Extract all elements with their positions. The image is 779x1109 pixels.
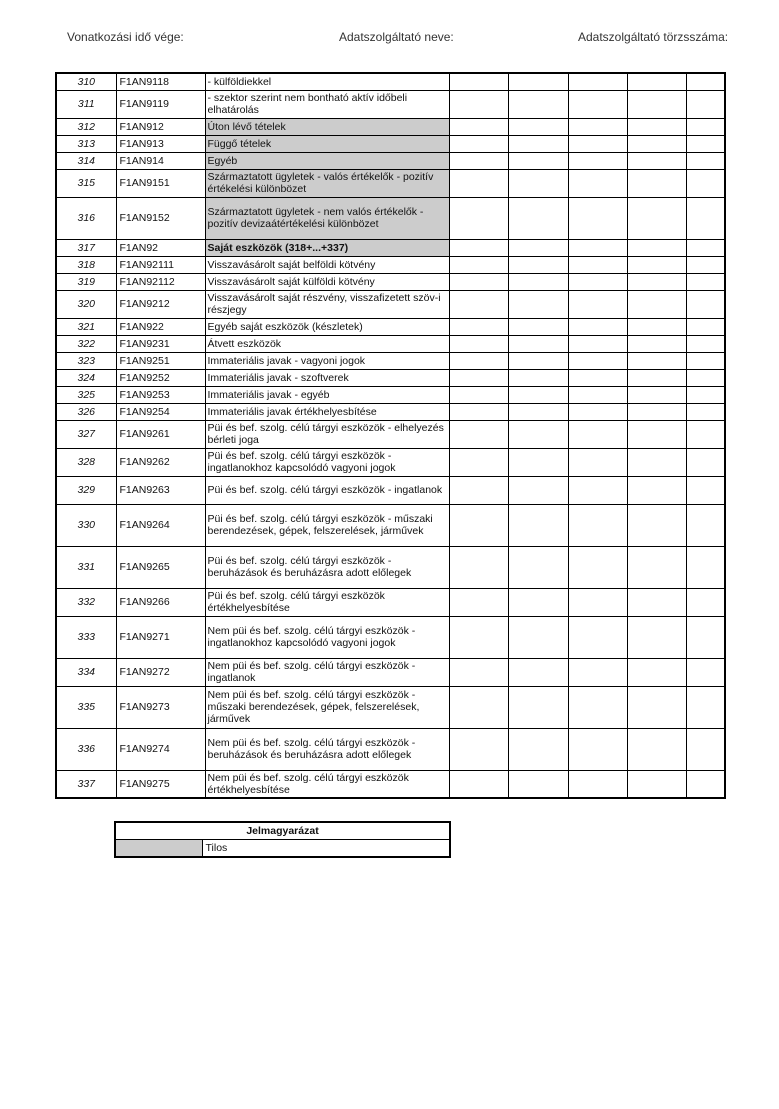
row-number: 328 — [56, 448, 116, 476]
value-cell[interactable] — [686, 728, 725, 770]
value-cell[interactable] — [449, 420, 508, 448]
value-cell[interactable] — [449, 546, 508, 588]
row-number: 329 — [56, 476, 116, 504]
row-number: 311 — [56, 90, 116, 118]
value-cell[interactable] — [627, 152, 686, 169]
value-cell[interactable] — [568, 335, 627, 352]
row-code: F1AN9231 — [116, 335, 205, 352]
value-cell[interactable] — [508, 152, 568, 169]
row-number: 327 — [56, 420, 116, 448]
value-cell[interactable] — [568, 169, 627, 197]
legend-title: Jelmagyarázat — [115, 822, 450, 840]
value-cell[interactable] — [508, 352, 568, 369]
value-cell[interactable] — [568, 504, 627, 546]
row-code: F1AN92112 — [116, 273, 205, 290]
value-cell[interactable] — [449, 352, 508, 369]
value-cell[interactable] — [686, 197, 725, 239]
value-cell[interactable] — [449, 386, 508, 403]
value-cell[interactable] — [449, 369, 508, 386]
value-cell[interactable] — [449, 273, 508, 290]
row-number: 321 — [56, 318, 116, 335]
row-code: F1AN9253 — [116, 386, 205, 403]
row-description: Visszavásárolt saját külföldi kötvény — [205, 273, 449, 290]
value-cell[interactable] — [508, 546, 568, 588]
value-cell[interactable] — [686, 770, 725, 798]
value-cell[interactable] — [686, 686, 725, 728]
table-row — [56, 728, 725, 770]
provider-name-label: Adatszolgáltató neve: — [339, 30, 454, 44]
value-cell[interactable] — [686, 448, 725, 476]
value-cell[interactable] — [508, 588, 568, 616]
table-row — [56, 616, 725, 658]
row-code: F1AN9264 — [116, 504, 205, 546]
value-cell[interactable] — [627, 256, 686, 273]
provider-id-label: Adatszolgáltató törzsszáma: — [578, 30, 729, 44]
row-code: F1AN9152 — [116, 197, 205, 239]
row-description: Nem püi és bef. szolg. célú tárgyi eszközök - ingatlanok — [205, 658, 449, 686]
value-cell[interactable] — [686, 546, 725, 588]
value-cell[interactable] — [568, 616, 627, 658]
table-row — [56, 770, 725, 798]
value-cell[interactable] — [627, 290, 686, 318]
value-cell[interactable] — [508, 728, 568, 770]
row-number: 310 — [56, 73, 116, 90]
value-cell[interactable] — [686, 386, 725, 403]
value-cell[interactable] — [508, 273, 568, 290]
table-row — [56, 290, 725, 318]
table-row — [56, 152, 725, 169]
row-code: F1AN9212 — [116, 290, 205, 318]
value-cell[interactable] — [627, 369, 686, 386]
row-code: F1AN9119 — [116, 90, 205, 118]
table-row — [56, 686, 725, 728]
table-row — [56, 403, 725, 420]
value-cell[interactable] — [508, 420, 568, 448]
value-cell[interactable] — [627, 588, 686, 616]
value-cell[interactable] — [508, 239, 568, 256]
row-code: F1AN9263 — [116, 476, 205, 504]
value-cell[interactable] — [568, 386, 627, 403]
value-cell[interactable] — [568, 420, 627, 448]
value-cell[interactable] — [627, 403, 686, 420]
row-description: Püi és bef. szolg. célú tárgyi eszközök - műszaki berendezések, gépek, felszerelések, járművek — [205, 504, 449, 546]
value-cell[interactable] — [627, 658, 686, 686]
value-cell[interactable] — [508, 386, 568, 403]
value-cell[interactable] — [508, 686, 568, 728]
value-cell[interactable] — [508, 256, 568, 273]
value-cell[interactable] — [686, 135, 725, 152]
value-cell[interactable] — [627, 352, 686, 369]
value-cell[interactable] — [449, 728, 508, 770]
value-cell[interactable] — [627, 386, 686, 403]
value-cell[interactable] — [568, 152, 627, 169]
value-cell[interactable] — [568, 90, 627, 118]
value-cell[interactable] — [627, 728, 686, 770]
value-cell[interactable] — [627, 318, 686, 335]
value-cell[interactable] — [568, 135, 627, 152]
legend-item-label: Tilos — [202, 840, 450, 858]
table-row — [56, 658, 725, 686]
value-cell[interactable] — [627, 420, 686, 448]
value-cell[interactable] — [508, 318, 568, 335]
value-cell[interactable] — [449, 318, 508, 335]
value-cell[interactable] — [508, 403, 568, 420]
value-cell[interactable] — [568, 273, 627, 290]
value-cell[interactable] — [686, 616, 725, 658]
value-cell[interactable] — [568, 256, 627, 273]
row-number: 326 — [56, 403, 116, 420]
row-code: F1AN9266 — [116, 588, 205, 616]
row-description: Származtatott ügyletek - nem valós értékelők - pozitív devizaátértékelési különbözet — [205, 197, 449, 239]
row-description: Átvett eszközök — [205, 335, 449, 352]
value-cell[interactable] — [508, 369, 568, 386]
row-code: F1AN9261 — [116, 420, 205, 448]
row-description: - szektor szerint nem bontható aktív időbeli elhatárolás — [205, 90, 449, 118]
row-code: F1AN9254 — [116, 403, 205, 420]
legend-table — [114, 821, 451, 858]
value-cell[interactable] — [568, 197, 627, 239]
row-number: 315 — [56, 169, 116, 197]
row-number: 333 — [56, 616, 116, 658]
value-cell[interactable] — [627, 335, 686, 352]
value-cell[interactable] — [686, 90, 725, 118]
value-cell[interactable] — [627, 197, 686, 239]
value-cell[interactable] — [686, 318, 725, 335]
value-cell[interactable] — [568, 369, 627, 386]
value-cell[interactable] — [449, 476, 508, 504]
row-code: F1AN912 — [116, 118, 205, 135]
value-cell[interactable] — [449, 290, 508, 318]
value-cell[interactable] — [449, 239, 508, 256]
value-cell[interactable] — [686, 239, 725, 256]
period-end-label: Vonatkozási idő vége: — [67, 30, 184, 44]
row-number: 316 — [56, 197, 116, 239]
value-cell[interactable] — [627, 73, 686, 90]
value-cell[interactable] — [449, 197, 508, 239]
row-number: 313 — [56, 135, 116, 152]
table-row — [56, 273, 725, 290]
value-cell[interactable] — [449, 256, 508, 273]
value-cell[interactable] — [686, 504, 725, 546]
row-description: Immateriális javak - szoftverek — [205, 369, 449, 386]
value-cell[interactable] — [449, 504, 508, 546]
row-description: Püi és bef. szolg. célú tárgyi eszközök - ingatlanokhoz kapcsolódó vagyoni jogok — [205, 448, 449, 476]
value-cell[interactable] — [627, 135, 686, 152]
value-cell[interactable] — [686, 169, 725, 197]
row-code: F1AN9274 — [116, 728, 205, 770]
row-code: F1AN9275 — [116, 770, 205, 798]
value-cell[interactable] — [686, 273, 725, 290]
value-cell[interactable] — [568, 728, 627, 770]
row-number: 317 — [56, 239, 116, 256]
value-cell[interactable] — [568, 476, 627, 504]
row-code: F1AN92 — [116, 239, 205, 256]
value-cell[interactable] — [568, 448, 627, 476]
value-cell[interactable] — [508, 658, 568, 686]
table-row — [56, 504, 725, 546]
value-cell[interactable] — [449, 169, 508, 197]
value-cell[interactable] — [686, 118, 725, 135]
value-cell[interactable] — [568, 658, 627, 686]
table-row — [56, 256, 725, 273]
row-description: Nem püi és bef. szolg. célú tárgyi eszközök - beruházások és beruházásra adott előlegek — [205, 728, 449, 770]
value-cell[interactable] — [508, 90, 568, 118]
row-code: F1AN9272 — [116, 658, 205, 686]
row-code: F1AN9273 — [116, 686, 205, 728]
row-code: F1AN913 — [116, 135, 205, 152]
value-cell[interactable] — [508, 197, 568, 239]
value-cell[interactable] — [568, 318, 627, 335]
value-cell[interactable] — [508, 73, 568, 90]
value-cell[interactable] — [449, 770, 508, 798]
value-cell[interactable] — [508, 504, 568, 546]
table-row — [56, 369, 725, 386]
row-number: 314 — [56, 152, 116, 169]
table-row — [56, 169, 725, 197]
value-cell[interactable] — [627, 169, 686, 197]
row-number: 312 — [56, 118, 116, 135]
value-cell[interactable] — [568, 118, 627, 135]
row-number: 332 — [56, 588, 116, 616]
value-cell[interactable] — [568, 770, 627, 798]
value-cell[interactable] — [449, 90, 508, 118]
row-description: Püi és bef. szolg. célú tárgyi eszközök - beruházások és beruházásra adott előlegek — [205, 546, 449, 588]
value-cell[interactable] — [449, 135, 508, 152]
row-description: Nem püi és bef. szolg. célú tárgyi eszközök - műszaki berendezések, gépek, felszerelések, járművek — [205, 686, 449, 728]
value-cell[interactable] — [568, 546, 627, 588]
row-code: F1AN9252 — [116, 369, 205, 386]
value-cell[interactable] — [449, 616, 508, 658]
row-number: 320 — [56, 290, 116, 318]
row-description: Visszavásárolt saját részvény, visszafizetett szöv-i részjegy — [205, 290, 449, 318]
value-cell[interactable] — [568, 290, 627, 318]
value-cell[interactable] — [686, 658, 725, 686]
report-table — [55, 72, 726, 799]
value-cell[interactable] — [508, 169, 568, 197]
value-cell[interactable] — [686, 335, 725, 352]
value-cell[interactable] — [627, 90, 686, 118]
row-code: F1AN9265 — [116, 546, 205, 588]
row-number: 336 — [56, 728, 116, 770]
value-cell[interactable] — [508, 118, 568, 135]
row-description: Saját eszközök (318+...+337) — [205, 239, 449, 256]
value-cell[interactable] — [449, 152, 508, 169]
table-row — [56, 420, 725, 448]
value-cell[interactable] — [686, 420, 725, 448]
value-cell[interactable] — [627, 546, 686, 588]
row-number: 319 — [56, 273, 116, 290]
row-code: F1AN922 — [116, 318, 205, 335]
row-code: F1AN9262 — [116, 448, 205, 476]
value-cell[interactable] — [686, 476, 725, 504]
value-cell[interactable] — [627, 273, 686, 290]
table-row — [56, 118, 725, 135]
table-row — [56, 197, 725, 239]
table-row — [56, 476, 725, 504]
row-description: Nem püi és bef. szolg. célú tárgyi eszközök értékhelyesbítése — [205, 770, 449, 798]
value-cell[interactable] — [449, 588, 508, 616]
table-row — [56, 239, 725, 256]
row-description: Származtatott ügyletek - valós értékelők - pozitív értékelési különbözet — [205, 169, 449, 197]
table-row — [56, 448, 725, 476]
legend-swatch — [115, 840, 202, 858]
table-row — [56, 588, 725, 616]
table-row — [56, 386, 725, 403]
row-description: Püi és bef. szolg. célú tárgyi eszközök - ingatlanok — [205, 476, 449, 504]
row-code: F1AN9118 — [116, 73, 205, 90]
value-cell[interactable] — [508, 135, 568, 152]
value-cell[interactable] — [627, 616, 686, 658]
value-cell[interactable] — [568, 73, 627, 90]
value-cell[interactable] — [449, 686, 508, 728]
value-cell[interactable] — [568, 403, 627, 420]
value-cell[interactable] — [508, 335, 568, 352]
row-description: Püi és bef. szolg. célú tárgyi eszközök - elhelyezés bérleti joga — [205, 420, 449, 448]
value-cell[interactable] — [686, 588, 725, 616]
row-description: Függő tételek — [205, 135, 449, 152]
value-cell[interactable] — [686, 152, 725, 169]
row-number: 325 — [56, 386, 116, 403]
value-cell[interactable] — [449, 335, 508, 352]
value-cell[interactable] — [627, 118, 686, 135]
row-number: 330 — [56, 504, 116, 546]
value-cell[interactable] — [627, 239, 686, 256]
row-code: F1AN914 — [116, 152, 205, 169]
value-cell[interactable] — [449, 658, 508, 686]
value-cell[interactable] — [686, 352, 725, 369]
value-cell[interactable] — [686, 403, 725, 420]
row-description: Úton lévő tételek — [205, 118, 449, 135]
value-cell[interactable] — [449, 118, 508, 135]
value-cell[interactable] — [508, 448, 568, 476]
value-cell[interactable] — [568, 352, 627, 369]
row-description: Visszavásárolt saját belföldi kötvény — [205, 256, 449, 273]
table-row — [56, 318, 725, 335]
value-cell[interactable] — [627, 448, 686, 476]
row-description: Immateriális javak - egyéb — [205, 386, 449, 403]
value-cell[interactable] — [686, 290, 725, 318]
row-code: F1AN92111 — [116, 256, 205, 273]
value-cell[interactable] — [508, 476, 568, 504]
row-number: 324 — [56, 369, 116, 386]
row-description: Püi és bef. szolg. célú tárgyi eszközök értékhelyesbítése — [205, 588, 449, 616]
row-number: 331 — [56, 546, 116, 588]
value-cell[interactable] — [686, 369, 725, 386]
value-cell[interactable] — [627, 476, 686, 504]
value-cell[interactable] — [508, 616, 568, 658]
row-number: 334 — [56, 658, 116, 686]
value-cell[interactable] — [449, 448, 508, 476]
value-cell[interactable] — [686, 73, 725, 90]
table-row — [56, 73, 725, 90]
row-code: F1AN9251 — [116, 352, 205, 369]
table-row — [56, 335, 725, 352]
row-number: 318 — [56, 256, 116, 273]
row-number: 337 — [56, 770, 116, 798]
value-cell[interactable] — [508, 290, 568, 318]
row-code: F1AN9271 — [116, 616, 205, 658]
row-code: F1AN9151 — [116, 169, 205, 197]
value-cell[interactable] — [568, 239, 627, 256]
row-description: Immateriális javak értékhelyesbítése — [205, 403, 449, 420]
table-row — [56, 546, 725, 588]
value-cell[interactable] — [449, 73, 508, 90]
value-cell[interactable] — [627, 770, 686, 798]
value-cell[interactable] — [449, 403, 508, 420]
row-description: Egyéb — [205, 152, 449, 169]
value-cell[interactable] — [627, 686, 686, 728]
value-cell[interactable] — [568, 588, 627, 616]
row-number: 323 — [56, 352, 116, 369]
value-cell[interactable] — [568, 686, 627, 728]
value-cell[interactable] — [508, 770, 568, 798]
row-number: 335 — [56, 686, 116, 728]
value-cell[interactable] — [627, 504, 686, 546]
row-description: - külföldiekkel — [205, 73, 449, 90]
table-row — [56, 135, 725, 152]
row-description: Nem püi és bef. szolg. célú tárgyi eszközök - ingatlanokhoz kapcsolódó vagyoni jogok — [205, 616, 449, 658]
table-row — [56, 90, 725, 118]
row-description: Egyéb saját eszközök (készletek) — [205, 318, 449, 335]
row-description: Immateriális javak - vagyoni jogok — [205, 352, 449, 369]
row-number: 322 — [56, 335, 116, 352]
table-row — [56, 352, 725, 369]
value-cell[interactable] — [686, 256, 725, 273]
